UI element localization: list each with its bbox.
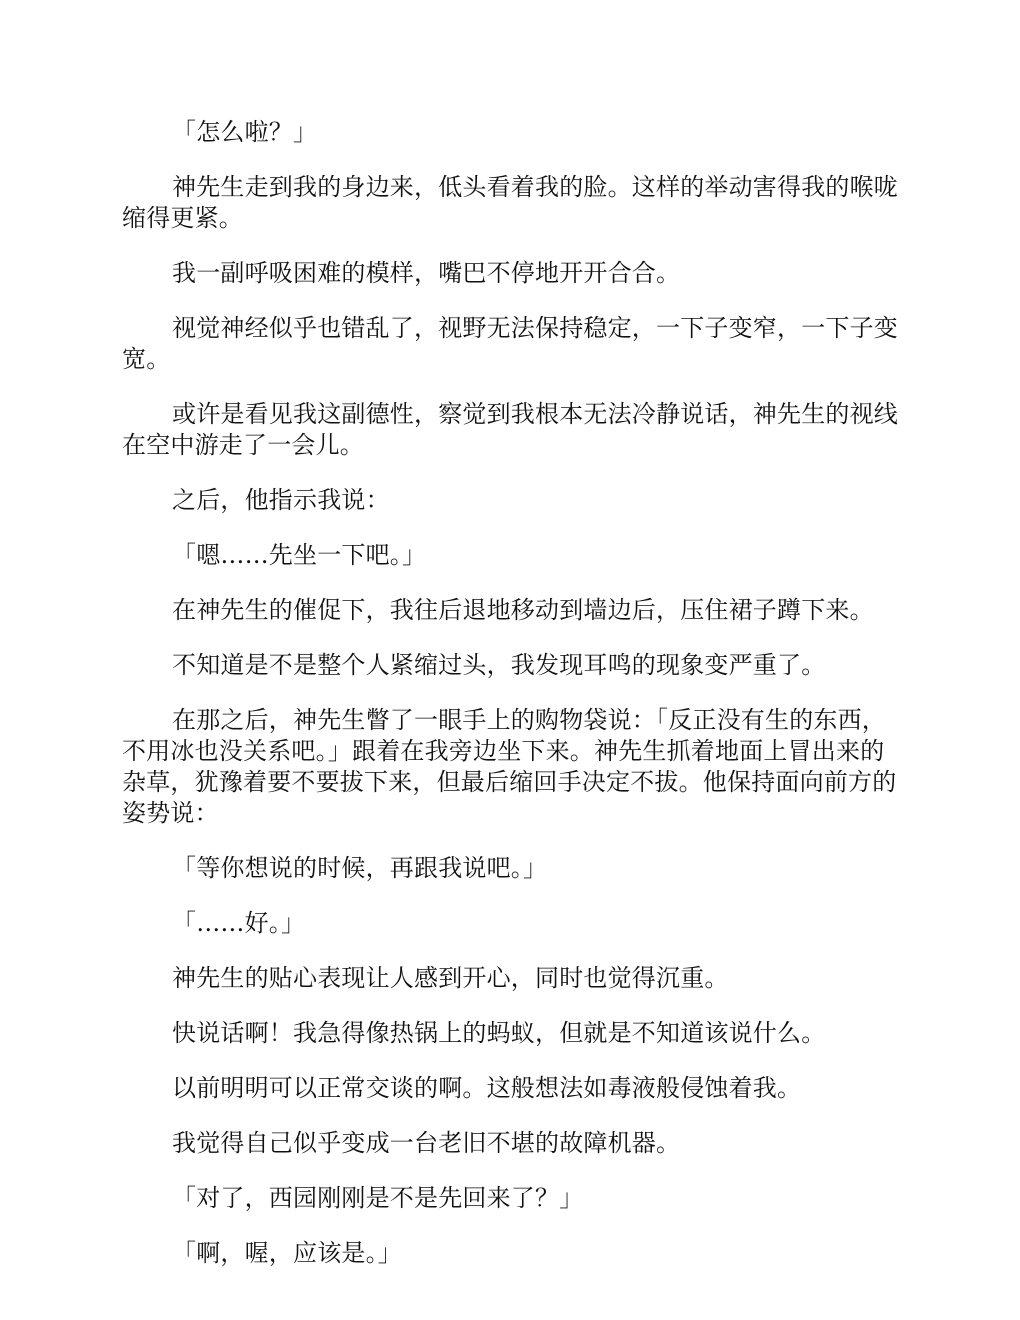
paragraph: 神先生的贴心表现让人感到开心，同时也觉得沉重。 <box>172 964 729 992</box>
paragraph: 在那之后，神先生瞥了一眼手上的购物袋说：「反正没有生的东西，不用冰也没关系吧。」跟着在我旁边坐下来。神先生抓着地面上冒出来的杂草，犹豫着要不要拔下来，但最后缩回手决定不拔。他保持面向前方的姿势说： <box>122 706 897 827</box>
paragraph: 「啊，喔，应该是。」 <box>172 1239 402 1267</box>
paragraph: 视觉神经似乎也错乱了，视野无法保持稳定，一下子变窄，一下子变宽。 <box>122 314 898 373</box>
paragraph: 不知道是不是整个人紧缩过头，我发现耳鸣的现象变严重了。 <box>172 651 826 679</box>
paragraph: 「……好。」 <box>172 909 306 937</box>
paragraph: 快说话啊！我急得像热锅上的蚂蚁，但就是不知道该说什么。 <box>172 1019 826 1047</box>
paragraph: 我觉得自己似乎变成一台老旧不堪的故障机器。 <box>172 1129 681 1157</box>
paragraph: 「嗯……先坐一下吧。」 <box>172 541 427 569</box>
paragraph: 神先生走到我的身边来，低头看着我的脸。这样的举动害得我的喉咙缩得更紧。 <box>122 173 898 232</box>
paragraph: 「对了，西园刚刚是不是先回来了？」 <box>172 1184 584 1212</box>
paragraph: 之后，他指示我说： <box>172 486 390 514</box>
body-text <box>122 117 898 1293</box>
paragraph: 我一副呼吸困难的模样，嘴巴不停地开开合合。 <box>172 259 681 287</box>
paragraph: 或许是看见我这副德性，察觉到我根本无法冷静说话，神先生的视线在空中游走了一会儿。 <box>122 400 898 459</box>
paragraph: 在神先生的催促下，我往后退地移动到墙边后，压住裙子蹲下来。 <box>172 596 874 624</box>
paragraph: 「等你想说的时候，再跟我说吧。」 <box>172 854 548 882</box>
paragraph: 以前明明可以正常交谈的啊。这般想法如毒液般侵蚀着我。 <box>172 1074 802 1102</box>
paragraph: 「怎么啦？」 <box>172 118 318 146</box>
